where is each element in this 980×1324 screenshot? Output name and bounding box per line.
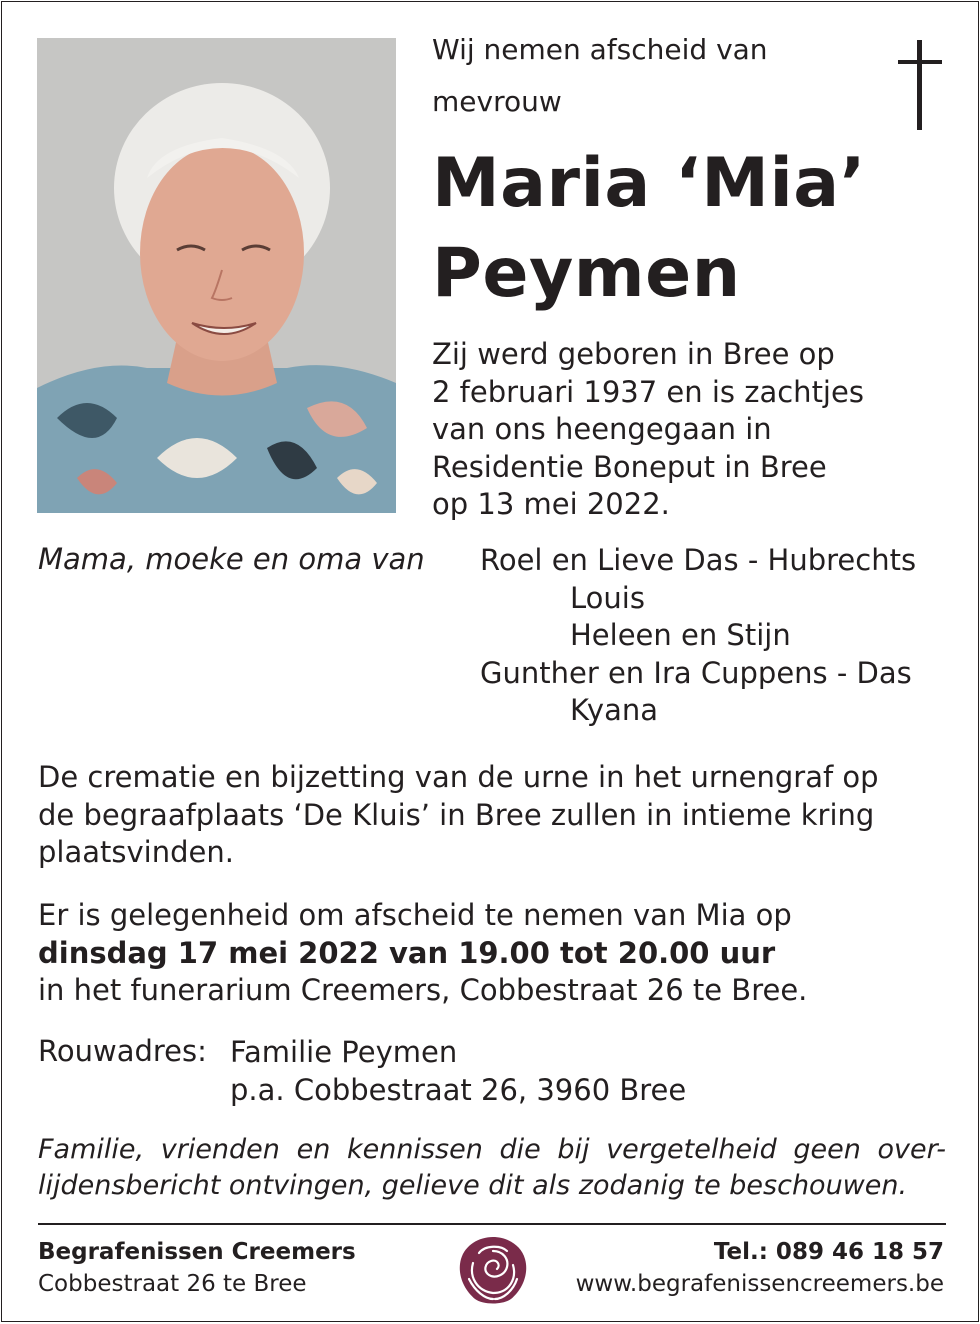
notice (38, 1132, 946, 1204)
visitation-line: in het funerarium Creemers, Cobbestraat 26 te Bree. (38, 973, 808, 1007)
portrait-photo (37, 38, 396, 513)
biography-line: van ons heengegaan in (432, 412, 772, 446)
ceremony-line: de begraafplaats ‘De Kluis’ in Bree zullen in intieme kring (38, 797, 875, 832)
biography-line: Zij werd geboren in Bree op (432, 337, 835, 371)
biography-line: Residentie Boneput in Bree (432, 449, 827, 484)
footer-divider (38, 1223, 946, 1225)
ceremony-line: De crematie en bijzetting van de urne in het urnengraf op (38, 760, 879, 794)
intro-line-1: Wij nemen afscheid van (432, 33, 768, 66)
deceased-name-line-2: Peymen (432, 234, 741, 313)
family-list (480, 542, 916, 730)
biography-line: op 13 mei 2022. (432, 487, 670, 521)
mourning-address-label: Rouwadres: (38, 1034, 207, 1068)
ceremony-paragraph (38, 759, 879, 872)
ceremony-line: plaatsvinden. (38, 835, 234, 869)
obituary-card (1, 1, 979, 1322)
biography-line: 2 februari 1937 en is zachtjes (432, 374, 864, 409)
family-member: Roel en Lieve Das - Hubrechts (480, 543, 917, 577)
notice-line: lijdensbericht ontvingen, gelieve dit als zodanig te beschouwen. (38, 1170, 908, 1201)
mourning-address (230, 1034, 686, 1109)
family-member: Kyana (570, 693, 658, 727)
company-name: Begrafenissen Creemers (38, 1239, 356, 1265)
company-phone: Tel.: 089 46 18 57 (713, 1239, 944, 1265)
notice-line: Familie, vrienden en kennissen die bij vergetelheid geen over- (38, 1134, 946, 1165)
mourning-address-line: Familie Peymen (230, 1035, 458, 1069)
intro-line-2: mevrouw (432, 85, 562, 118)
visitation-date: dinsdag 17 mei 2022 van 19.00 tot 20.00 uur (38, 935, 776, 970)
rose-icon (455, 1233, 531, 1309)
company-address: Cobbestraat 26 te Bree (38, 1271, 307, 1297)
company-website[interactable]: www.begrafenissencreemers.be (575, 1271, 944, 1297)
deceased-name-line-1: Maria ‘Mia’ (432, 144, 866, 223)
visitation-paragraph (38, 897, 807, 1010)
portrait-image (37, 38, 396, 513)
family-member: Gunther en Ira Cuppens - Das (480, 655, 912, 690)
mourning-address-line: p.a. Cobbestraat 26, 3960 Bree (230, 1072, 687, 1107)
visitation-line: Er is gelegenheid om afscheid te nemen van Mia op (38, 898, 792, 932)
cross-icon (898, 40, 942, 130)
family-member: Heleen en Stijn (570, 618, 791, 652)
family-intro: Mama, moeke en oma van (38, 542, 425, 576)
biography (432, 336, 864, 524)
family-member: Louis (570, 580, 645, 615)
